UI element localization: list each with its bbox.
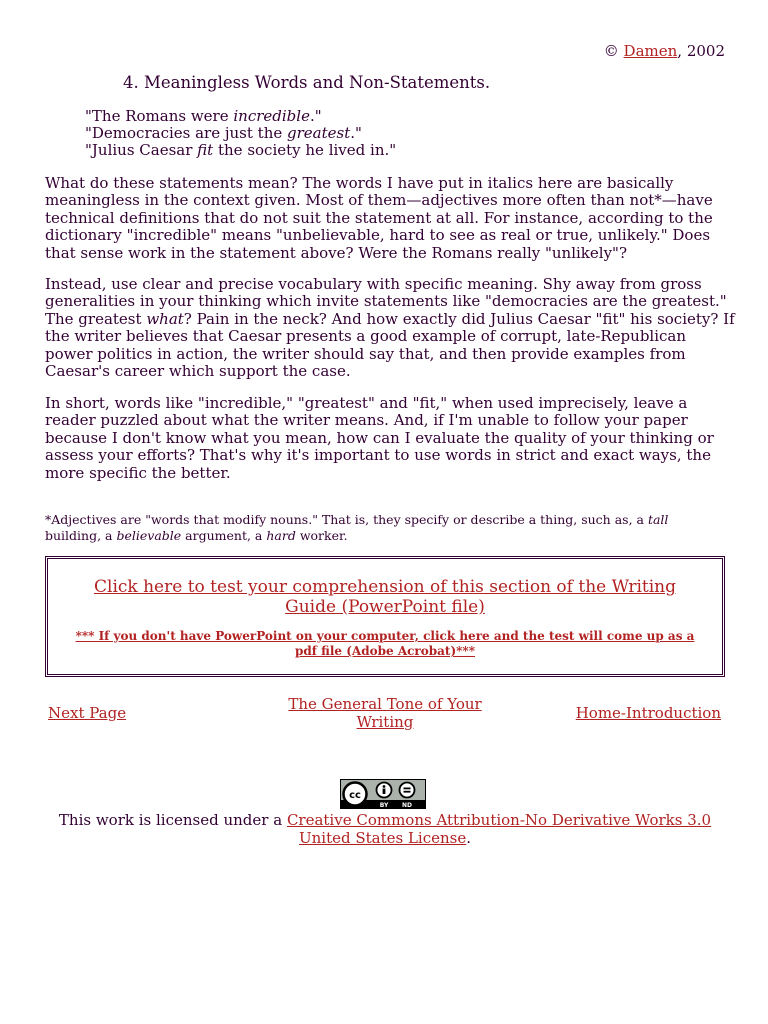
license-statement: This work is licensed under a Creative Commons Attribution-No Derivative Works 3.0 United States License. xyxy=(58,811,712,847)
badge-by-label: BY xyxy=(379,802,389,808)
creative-commons-badge[interactable] xyxy=(340,779,426,809)
paragraph-meaning: What do these statements mean? The words I have put in italics here are basically meaningless in the context given. Most of them—adjectives more often than not*—have technical definitions that do not suit the statement at all. For instance, according to the dictionary "incredible" means "unbelievable, hard to see as real or true, unlikely." Does that sense work in the statement above? Were the Romans really "unlikely"? xyxy=(45,174,713,262)
license-link[interactable]: Creative Commons Attribution-No Derivative Works 3.0 United States License xyxy=(286,811,712,847)
copyright-symbol: © xyxy=(603,42,619,60)
section-heading: 4. Meaningless Words and Non-Statements. xyxy=(123,73,491,92)
svg-text:cc: cc xyxy=(349,790,361,801)
powerpoint-test-link[interactable]: Click here to test your comprehension of this section of the Writing Guide (PowerPoint file) xyxy=(94,577,676,617)
author-link[interactable]: Damen xyxy=(623,42,678,60)
home-introduction-link[interactable]: Home-Introduction xyxy=(575,704,721,722)
paragraph-summary: In short, words like "incredible," "greatest" and "fit," when used imprecisely, leave a reader puzzled about what the writer means. And, if I'm unable to follow your paper because I don't know what you mean, how can I evaluate the quality of your thinking or assess your efforts? That's why it's important to use words in strict and exact ways, the more specific the better. xyxy=(45,394,714,482)
quote-line: "Democracies are just the greatest." xyxy=(85,124,362,142)
next-page-link[interactable]: Next Page xyxy=(48,704,127,722)
no-derivatives-icon xyxy=(400,783,415,798)
quote-line: "Julius Caesar fit the society he lived in." xyxy=(85,141,397,159)
badge-nd-label: ND xyxy=(401,802,413,808)
paragraph-precise-vocabulary: Instead, use clear and precise vocabulary with specific meaning. Shy away from gross generalities in your thinking which invite statements like "democracies are the greatest." The greatest what? Pain in the neck? And how exactly did Julius Caesar "fit" his society? If the writer believes that Caesar presents a good example of corrupt, late-Republican power politics in action, the writer should say that, and then provide examples from Caesar's career which support the case. xyxy=(45,275,735,381)
comprehension-test-box xyxy=(45,556,725,677)
quote-line: "The Romans were incredible." xyxy=(85,107,322,125)
pdf-test-link[interactable]: *** If you don't have PowerPoint on your computer, click here and the test will come up as a pdf file (Adobe Acrobat)*** xyxy=(75,629,695,658)
adjective-footnote: *Adjectives are "words that modify nouns." That is, they specify or describe a thing, such as, a tall building, a believable argument, a hard worker. xyxy=(45,512,669,543)
general-tone-link[interactable]: The General Tone of Your Writing xyxy=(288,695,482,731)
copyright-year: , 2002 xyxy=(677,42,725,60)
copyright-line xyxy=(604,42,725,60)
example-quotes xyxy=(85,108,396,159)
